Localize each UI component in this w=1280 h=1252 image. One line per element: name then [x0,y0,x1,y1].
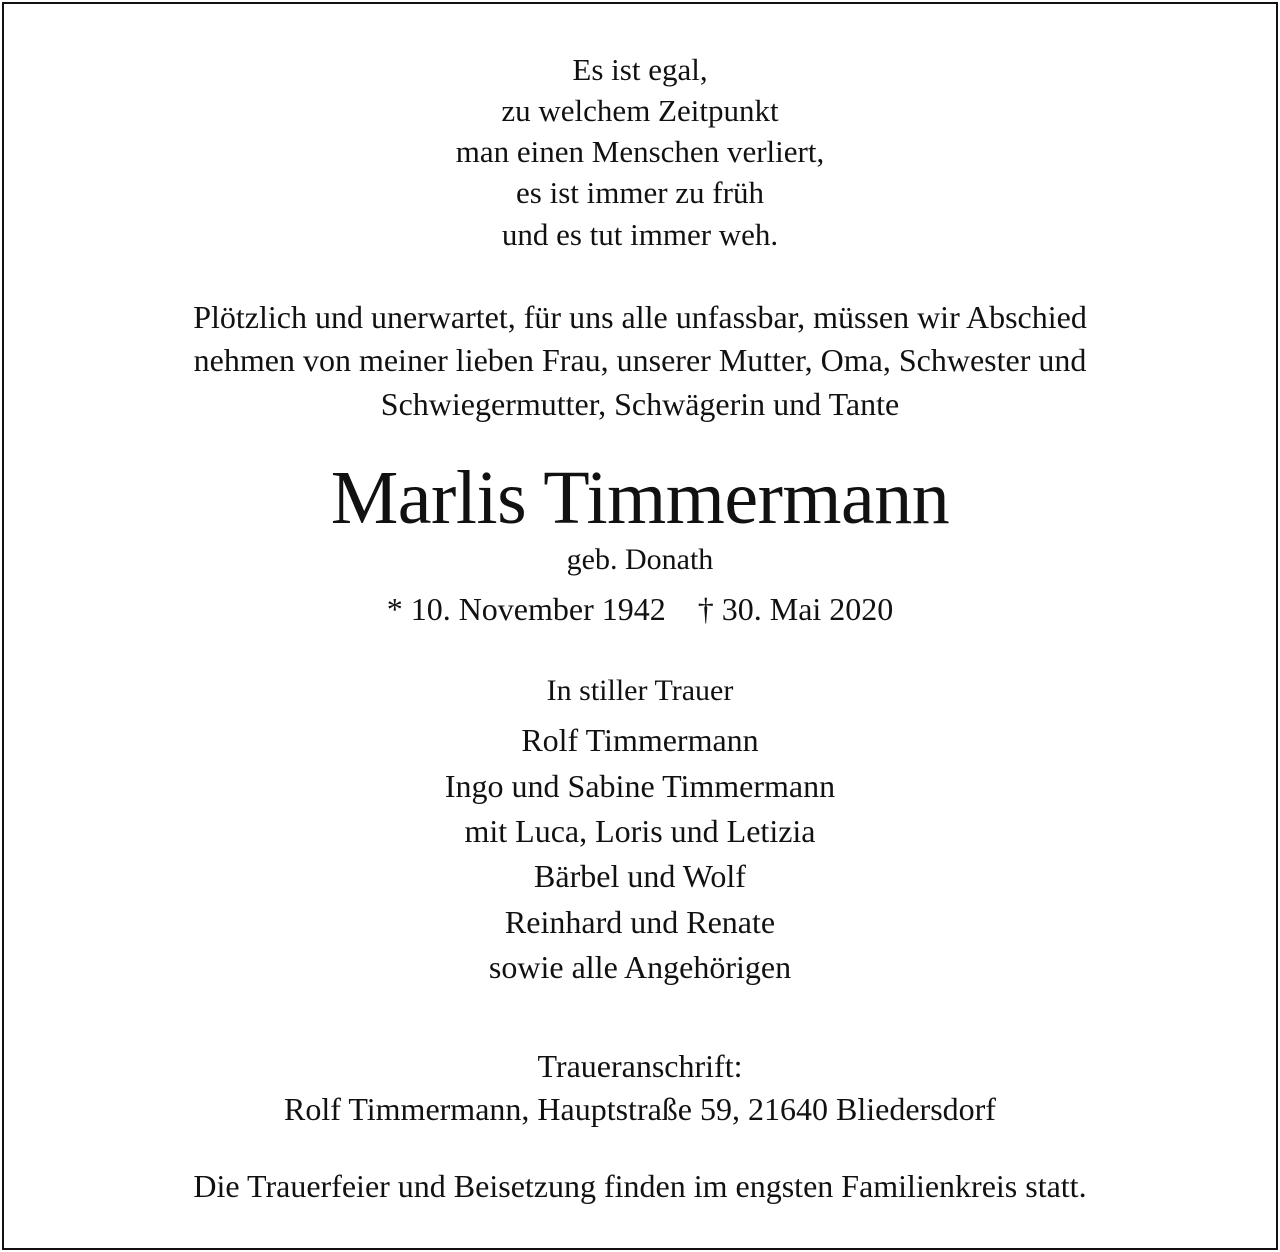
address-label: Traueranschrift: [537,1048,743,1084]
life-dates [0,589,1280,629]
mourners-heading: In stiller Trauer [546,674,734,707]
birth-name: geb. Donath [566,543,714,576]
address-value: Rolf Timmermann, Hauptstraße 59, 21640 Bliedersdorf [284,1091,996,1127]
mourner-line: mit Luca, Loris und Letizia [464,813,816,849]
mourner-line: sowie alle Angehörigen [488,949,792,985]
announcement-line: nehmen von meiner lieben Frau, unserer Mutter, Oma, Schwester und [193,342,1087,378]
closing-note: Die Trauerfeier und Beisetzung finden im engsten Familienkreis statt. [193,1168,1087,1204]
announcement-line: Schwiegermutter, Schwägerin und Tante [380,386,900,422]
poem-line: es ist immer zu früh [516,175,764,210]
mourner-line: Ingo und Sabine Timmermann [444,768,836,804]
death-date: † 30. Mai 2020 [697,591,894,627]
birth-date: * 10. November 1942 [386,591,666,627]
poem-line: Es ist egal, [572,52,708,87]
poem-line: und es tut immer weh. [501,217,779,252]
mourner-line: Reinhard und Renate [504,904,776,940]
poem-line: zu welchem Zeitpunkt [501,93,779,128]
poem-line: man einen Menschen verliert, [455,134,825,169]
deceased-name: Marlis Timmermann [330,456,950,540]
announcement-line: Plötzlich und unerwartet, für uns alle unfassbar, müssen wir Abschied [193,299,1087,335]
mourner-line: Bärbel und Wolf [534,858,746,894]
mourner-line: Rolf Timmermann [521,722,759,758]
